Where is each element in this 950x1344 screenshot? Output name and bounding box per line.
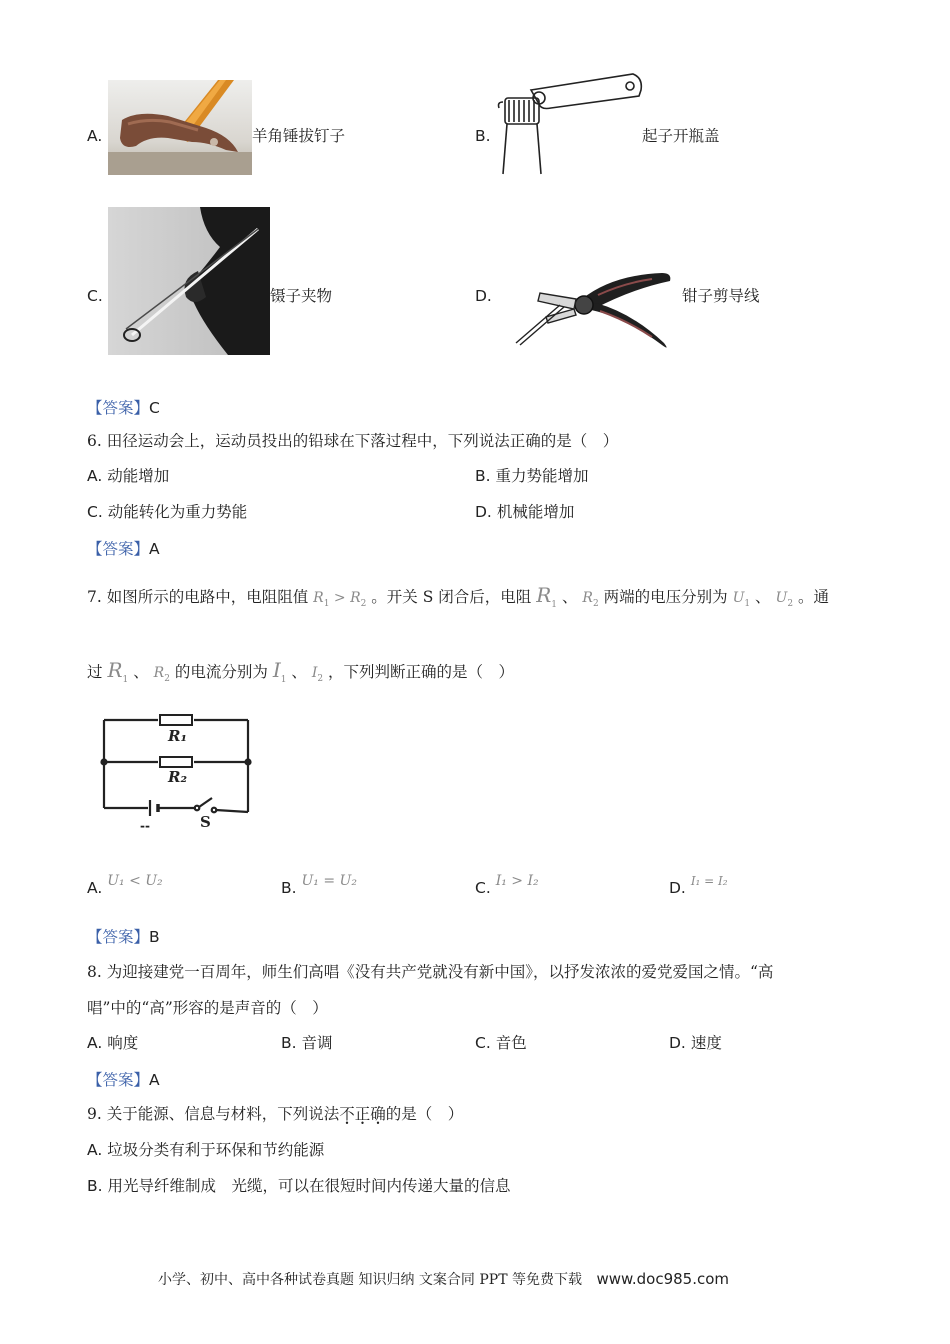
math-i1: $I_1$ bbox=[272, 658, 287, 685]
option-d-label: D. bbox=[475, 287, 492, 305]
emphasis-char: 确 bbox=[370, 1105, 386, 1123]
q7-line2: 过 $R_1$ 、 $R_2$ 的电流分别为 $I_1$ 、 $I_2$ ，下列判断正确的是（ ） bbox=[87, 658, 515, 685]
q8-option-c: C. 音色 bbox=[475, 1034, 527, 1052]
footer bbox=[158, 1269, 729, 1289]
math-u1: $U_1$ bbox=[732, 590, 751, 609]
option-b-caption: 起子开瓶盖 bbox=[642, 127, 720, 145]
bottle-opener-image bbox=[493, 68, 645, 178]
option-c-label: C. bbox=[87, 287, 103, 305]
math-r1-gt-r2: $R_1 > R_2$ bbox=[313, 590, 367, 609]
q7-option-c: C. I₁ > I₂ bbox=[475, 873, 539, 897]
q6-option-a: A. 动能增加 bbox=[87, 467, 170, 485]
q8-line2: 唱”中的“高”形容的是声音的（ ） bbox=[87, 999, 328, 1017]
claw-hammer-image bbox=[108, 80, 252, 175]
math-r1: $R_1$ bbox=[536, 583, 557, 610]
circuit-diagram bbox=[96, 708, 256, 836]
answer-value: A bbox=[149, 1071, 160, 1089]
option-a-caption: 羊角锤拔钉子 bbox=[252, 127, 346, 145]
answer-q5 bbox=[87, 396, 160, 418]
tweezers-image bbox=[108, 207, 270, 355]
answer-tag: 【答案】 bbox=[87, 399, 150, 417]
q7-option-a: A. U₁ < U₂ bbox=[87, 873, 163, 897]
answer-value: C bbox=[149, 399, 160, 417]
switch-label: S bbox=[200, 813, 211, 831]
r1-label: R₁ bbox=[168, 727, 188, 745]
battery-sign: -- bbox=[140, 819, 150, 833]
pliers-image bbox=[512, 265, 676, 351]
answer-value: A bbox=[149, 540, 160, 558]
option-c-caption: 镊子夹物 bbox=[270, 287, 333, 305]
emphasis-char: 正 bbox=[354, 1105, 371, 1123]
answer-q7 bbox=[87, 925, 160, 947]
q8-option-d: D. 速度 bbox=[669, 1034, 722, 1052]
option-a-label: A. bbox=[87, 127, 103, 145]
emphasis-char: 不 bbox=[339, 1105, 355, 1123]
answer-q8 bbox=[87, 1068, 160, 1090]
answer-tag: 【答案】 bbox=[87, 540, 150, 558]
q9-option-a: A. 垃圾分类有利于环保和节约能源 bbox=[87, 1141, 325, 1159]
math-r2: $R_2$ bbox=[153, 665, 170, 684]
math-r1: $R_1$ bbox=[107, 658, 129, 685]
q7-option-b: B. U₁ = U₂ bbox=[281, 873, 357, 897]
answer-tag: 【答案】 bbox=[87, 928, 150, 946]
q8-line1: 8. 为迎接建党一百周年，师生们高唱《没有共产党就没有新中国》，以抒发浓浓的爱党爱国之情。“高 bbox=[87, 963, 774, 981]
q6-option-c: C. 动能转化为重力势能 bbox=[87, 503, 248, 521]
q9-option-b: B. 用光导纤维制成 光缆，可以在很短时间内传递大量的信息 bbox=[87, 1177, 511, 1195]
q8-option-b: B. 音调 bbox=[281, 1034, 333, 1052]
answer-value: B bbox=[149, 928, 160, 946]
footer-text: 小学、初中、高中各种试卷真题 知识归纳 文案合同 PPT 等免费下载 bbox=[158, 1272, 582, 1288]
q7-line1: 7. 如图所示的电路中，电阻阻值 $R_1 > R_2$ 。开关 S 闭合后，电阻 $R_1$ 、 $R_2$ 两端的电压分别为 $U_1$ 、 $U_2$ 。通 bbox=[87, 583, 829, 610]
r2-label: R₂ bbox=[168, 768, 188, 786]
q9-stem: 9. 关于能源、信息与材料，下列说法不正确的是（ ） bbox=[87, 1105, 464, 1123]
math-i2: $I_2$ bbox=[311, 665, 324, 684]
footer-site-link[interactable]: www.doc985.com bbox=[596, 1270, 730, 1288]
q6-stem: 6. 田径运动会上，运动员投出的铅球在下落过程中，下列说法正确的是（ ） bbox=[87, 432, 619, 450]
q6-option-d: D. 机械能增加 bbox=[475, 503, 575, 521]
math-r2: $R_2$ bbox=[582, 590, 599, 609]
q8-option-a: A. 响度 bbox=[87, 1034, 139, 1052]
q7-option-d: D. I₁ = I₂ bbox=[669, 874, 728, 897]
option-d-caption: 钳子剪导线 bbox=[682, 287, 760, 305]
option-b-label: B. bbox=[475, 127, 491, 145]
answer-tag: 【答案】 bbox=[87, 1071, 150, 1089]
answer-q6 bbox=[87, 537, 160, 559]
q6-option-b: B. 重力势能增加 bbox=[475, 467, 589, 485]
math-u2: $U_2$ bbox=[775, 590, 794, 609]
